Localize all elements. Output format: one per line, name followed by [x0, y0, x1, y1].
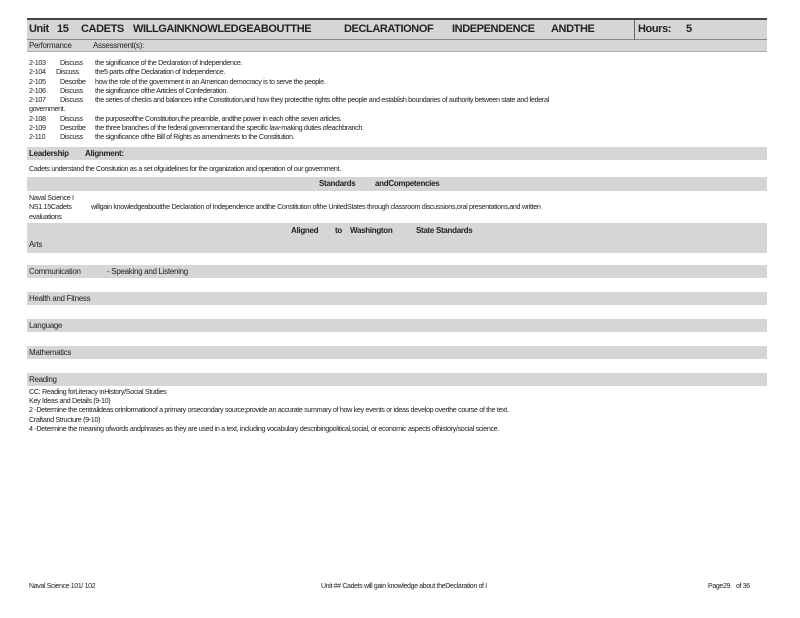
page-footer	[29, 583, 759, 593]
unit-title-part: INDEPENDENCE	[452, 23, 535, 35]
footer-course: Naval Science 101/ 102	[29, 583, 96, 590]
subject-communication-band	[27, 265, 767, 278]
performance-row	[27, 40, 767, 52]
subject-arts: Arts	[29, 239, 43, 249]
objective-row: 2-105 Describe how the role of the government in an American democracy is to serve the people.	[29, 76, 326, 86]
subject-communication-sub: - Speaking and Listening	[107, 266, 188, 276]
aligned-title: Aligned	[291, 225, 319, 235]
standards-band	[27, 177, 767, 191]
unit-label: Unit	[29, 23, 49, 35]
reading-cc: CC: Reading forLiteracy inHistory/Social Studies	[29, 386, 167, 396]
header-divider	[634, 20, 635, 41]
subject-language: Language	[29, 320, 63, 330]
reading-key-ideas: Key Ideas and Details (9-10)	[29, 396, 111, 406]
reading-item-4: 4 -Determine the meaning ofwords andphrases as they are used in a text, including vocabulary describingpolitical,social, or economic aspects ofhistory/social science.	[29, 424, 500, 434]
performance-label: Performance	[29, 41, 72, 50]
footer-page: Page29	[708, 583, 731, 590]
objective-row: government.	[29, 104, 66, 114]
unit-page	[27, 18, 767, 433]
hours-label: Hours:	[638, 23, 672, 35]
objectives-list	[27, 58, 767, 142]
assessment-label: Assessment(s):	[93, 41, 144, 50]
unit-title-part: ANDTHE	[551, 23, 595, 35]
subject-reading-band	[27, 373, 767, 386]
objective-row: 2-110 Discuss the significance ofthe Bill of Rights as amendments to the Constitution.	[29, 132, 295, 142]
subject-health-band	[27, 292, 767, 305]
aligned-title: State Standards	[416, 225, 473, 235]
alignment-label: Alignment:	[85, 148, 124, 158]
footer-page-total: of 36	[736, 583, 750, 590]
footer-unit: Unit ## Cadets will gain knowledge about theDeclaration of I	[321, 583, 487, 590]
subject-reading: Reading	[29, 374, 57, 384]
standards-item-cont: evaluations	[29, 211, 62, 221]
unit-title-part: WILLGAINKNOWLEDGEABOUTTHE	[133, 23, 312, 35]
aligned-band	[27, 223, 767, 253]
standards-item: NS1.15Cadets willgain knowledgeaboutthe Declaration of Independence andthe Constitution ofthe UnitedStates through classroom discussions,oral presentations,and written	[29, 202, 541, 212]
subject-mathematics: Mathematics	[29, 347, 72, 357]
reading-item-2: 2 -Determine the centralideas orinformationof a primary orsecondary source;provide an accurate summary of how key events or ideas develop overthe course of the text.	[29, 405, 509, 415]
leadership-text: Cadets understand the Consitution as a set ofguidelines for the organization and operation of our government.	[29, 163, 341, 173]
objective-row: 2-106 Discuss the significance ofthe Articles of Confederation.	[29, 85, 228, 95]
objective-row: 2-109 Describe the three branches of the federal governmentand the specific law-making duties ofeachbranch.	[29, 123, 364, 133]
aligned-title: to	[335, 225, 342, 235]
standards-title: Standards	[319, 178, 356, 188]
leadership-band	[27, 147, 767, 160]
standards-subject: Naval Science I	[29, 192, 74, 202]
aligned-title: Washington	[350, 225, 393, 235]
standards-title: andCompetencies	[375, 178, 440, 188]
subject-communication: Communication	[29, 266, 81, 276]
hours-value: 5	[686, 23, 692, 35]
objective-row: 2-107 Discuss the series of checks and balances inthe Constitution,and how they protectthe rights ofthe people and establish boundaries of authority between state and federal	[29, 95, 549, 105]
subject-language-band	[27, 319, 767, 332]
objective-row: 2-104 Discuss the5 parts ofthe Declaration of Independence.	[29, 67, 226, 77]
subject-mathematics-band	[27, 346, 767, 359]
unit-title-part: DECLARATIONOF	[344, 23, 434, 35]
objective-row: 2-108 Discuss the purposeofthe Constitution,the preamble, andthe power in each ofthe seven articles.	[29, 113, 342, 123]
unit-number: 15	[57, 23, 69, 35]
subject-health: Health and Fitness	[29, 293, 91, 303]
reading-craft: Craftand Structure (9-10)	[29, 414, 101, 424]
unit-title-part: CADETS	[81, 23, 124, 35]
objective-row: 2-103 Discuss the significance of the Declaration of Independence.	[29, 58, 243, 67]
leadership-label: Leadership	[29, 148, 69, 158]
unit-header	[27, 18, 767, 40]
